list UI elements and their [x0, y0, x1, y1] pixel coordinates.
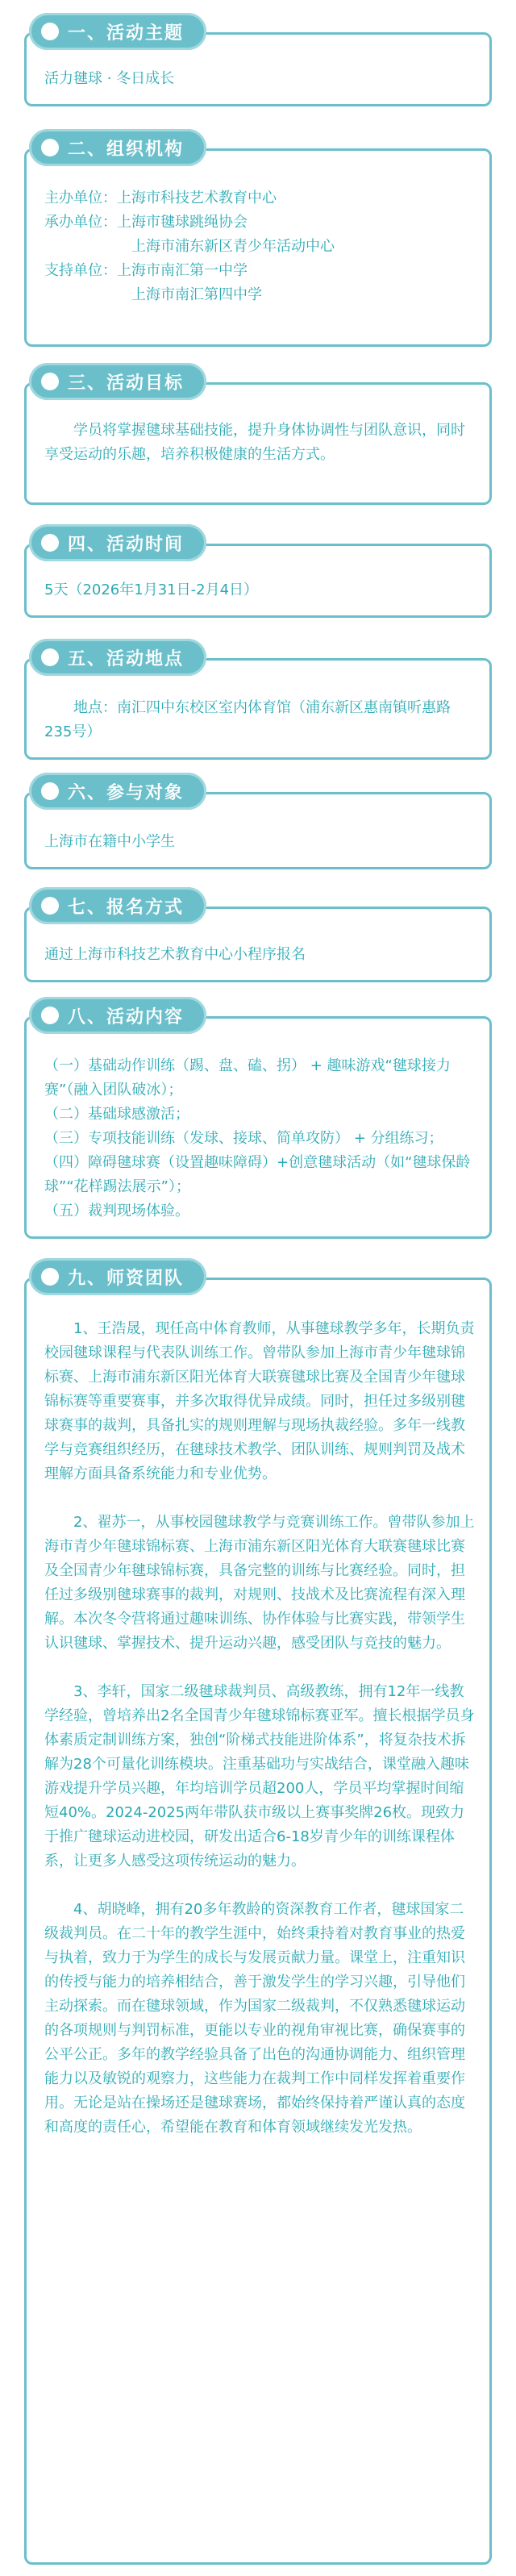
organizer-value-1: 上海市毽球跳绳协会 — [117, 214, 248, 231]
section-goals — [24, 363, 492, 505]
time-text: 5天（2026年1月31日-2月4日） — [44, 581, 259, 598]
section-badge-participants — [29, 773, 206, 810]
bullet-dot-icon — [44, 1270, 56, 1283]
bullet-dot-icon — [44, 25, 56, 38]
section-organization — [24, 129, 492, 347]
location-text: 地点：南汇四中东校区室内体育馆（浦东新区惠南镇听惠路235号） — [44, 699, 451, 740]
organizer-value-2: 上海市浦东新区青少年活动中心 — [131, 238, 335, 255]
section-location — [24, 639, 492, 760]
content-card — [24, 1016, 492, 1239]
bullet-dot-icon — [44, 375, 56, 388]
section-title: 六、参与对象 — [68, 782, 185, 803]
section-participants — [24, 773, 492, 869]
host-label: 主办单位： — [44, 190, 117, 206]
content-line-5: （五）裁判现场体验。 — [44, 1203, 189, 1219]
bullet-dot-icon — [44, 536, 56, 549]
registration-text: 通过上海市科技艺术教育中心小程序报名 — [44, 946, 306, 963]
support-value-1: 上海市南汇第一中学 — [117, 262, 248, 279]
content-line-3: （三）专项技能训练（发球、接球、简单攻防） + 分组练习； — [44, 1130, 443, 1147]
bullet-dot-icon — [44, 1009, 56, 1022]
section-badge-theme — [29, 13, 206, 50]
teacher-bio-2: 2、翟苏一，从事校园毽球教学与竞赛训练工作。曾带队参加上海市青少年毽球锦标赛、上海市浦东新区阳光体育大联赛毽球比赛及全国青少年毽球锦标赛，具备完整的训练与比赛经验。同时，担任过多级别毽球赛事的裁判，对规则、技战术及比赛流程有深入理解。本次冬令营将通过趣味训练、协作体验与比赛实践，带领学生认识毽球、掌握技术、提升运动兴趣，感受团队与竞技的魅力。 — [44, 1514, 475, 1652]
participants-text: 上海市在籍中小学生 — [44, 833, 175, 850]
section-badge-time — [29, 524, 206, 561]
support-label: 支持单位： — [44, 262, 117, 279]
teacher-bio-3: 3、李轩，国家二级毽球裁判员、高级教练，拥有12年一线教学经验，曾培养出2名全国青少年毽球锦标赛亚军。擅长根据学员身体素质定制训练方案，独创“阶梯式技能进阶体系”，将复杂技术拆解为28个可量化训练模块。注重基础功与实战结合，课堂融入趣味游戏提升学员兴趣，年均培训学员超200人，学员平均掌握时间缩短40%。2024-2025两年带队获市级以上赛事奖牌26枚。现致力于推广毽球运动进校园，研发出适合6-18岁青少年的训练课程体系，让更多人感受这项传统运动的魅力。 — [44, 1683, 475, 1869]
section-registration — [24, 887, 492, 982]
section-badge-organization — [29, 129, 206, 166]
section-badge-location — [29, 639, 206, 676]
section-title: 九、师资团队 — [68, 1268, 185, 1289]
support-value-2: 上海市南汇第四中学 — [131, 286, 262, 303]
organization-card — [24, 148, 492, 347]
teachers-card — [24, 1278, 492, 2565]
section-badge-content — [29, 997, 206, 1034]
host-value: 上海市科技艺术教育中心 — [117, 190, 277, 206]
section-time — [24, 524, 492, 618]
content-line-4: （四）障碍毽球赛（设置趣味障碍）+创意毽球活动（如“毽球保龄球”“花样踢法展示”）； — [44, 1154, 471, 1195]
section-title: 四、活动时间 — [68, 534, 185, 555]
teacher-bio-4: 4、胡晓峰，拥有20多年教龄的资深教育工作者，毽球国家二级裁判员。在二十年的教学生涯中，始终秉持着对教育事业的热爱与执着，致力于为学生的成长与发展贡献力量。课堂上，注重知识的传授与能力的培养相结合，善于激发学生的学习兴趣，引导他们主动探索。而在毽球领域，作为国家二级裁判，不仅熟悉毽球运动的各项规则与判罚标准，更能以专业的视角审视比赛，确保赛事的公平公正。多年的教学经验具备了出色的沟通协调能力、组织管理能力以及敏锐的观察力，这些能力在裁判工作中同样发挥着重要作用。无论是站在操场还是毽球赛场，都始终保持着严谨认真的态度和高度的责任心，希望能在教育和体育领域继续发光发热。 — [44, 1901, 465, 2136]
bullet-dot-icon — [44, 899, 56, 912]
goals-card — [24, 382, 492, 505]
section-title: 五、活动地点 — [68, 648, 185, 669]
section-title: 三、活动目标 — [68, 373, 185, 394]
section-badge-registration — [29, 887, 206, 924]
section-badge-teachers — [29, 1258, 206, 1295]
bullet-dot-icon — [44, 785, 56, 798]
organizer-label: 承办单位： — [44, 214, 117, 231]
bullet-dot-icon — [44, 141, 56, 154]
teacher-bio-1: 1、王浩晟，现任高中体育教师，从事毽球教学多年，长期负责校园毽球课程与代表队训练工作。曾带队参加上海市青少年毽球锦标赛、上海市浦东新区阳光体育大联赛毽球比赛及全国青少年毽球锦标赛等重要赛事，并多次取得优异成绩。同时，担任过多级别毽球赛事的裁判，具备扎实的规则理解与现场执裁经验。多年一线教学与竞赛组织经历，在毽球技术教学、团队训练、规则判罚及战术理解方面具备系统能力和专业优势。 — [44, 1320, 475, 1482]
section-title: 二、组织机构 — [68, 139, 185, 160]
content-line-1: （一）基础动作训练（踢、盘、磕、拐） + 趣味游戏“毽球接力赛”（融入团队破冰）； — [44, 1057, 451, 1098]
section-theme — [24, 13, 492, 108]
section-title: 八、活动内容 — [68, 1007, 185, 1027]
content-line-2: （二）基础球感激活； — [44, 1106, 189, 1123]
section-badge-goals — [29, 363, 206, 400]
section-title: 七、报名方式 — [68, 897, 185, 918]
bullet-dot-icon — [44, 651, 56, 664]
section-title: 一、活动主题 — [68, 23, 185, 44]
goals-text: 学员将掌握毽球基础技能，提升身体协调性与团队意识，同时享受运动的乐趣，培养积极健康的生活方式。 — [44, 422, 465, 463]
section-content — [24, 997, 492, 1239]
section-teachers — [24, 1258, 492, 2565]
theme-text: 活力毽球 · 冬日成长 — [44, 70, 175, 87]
